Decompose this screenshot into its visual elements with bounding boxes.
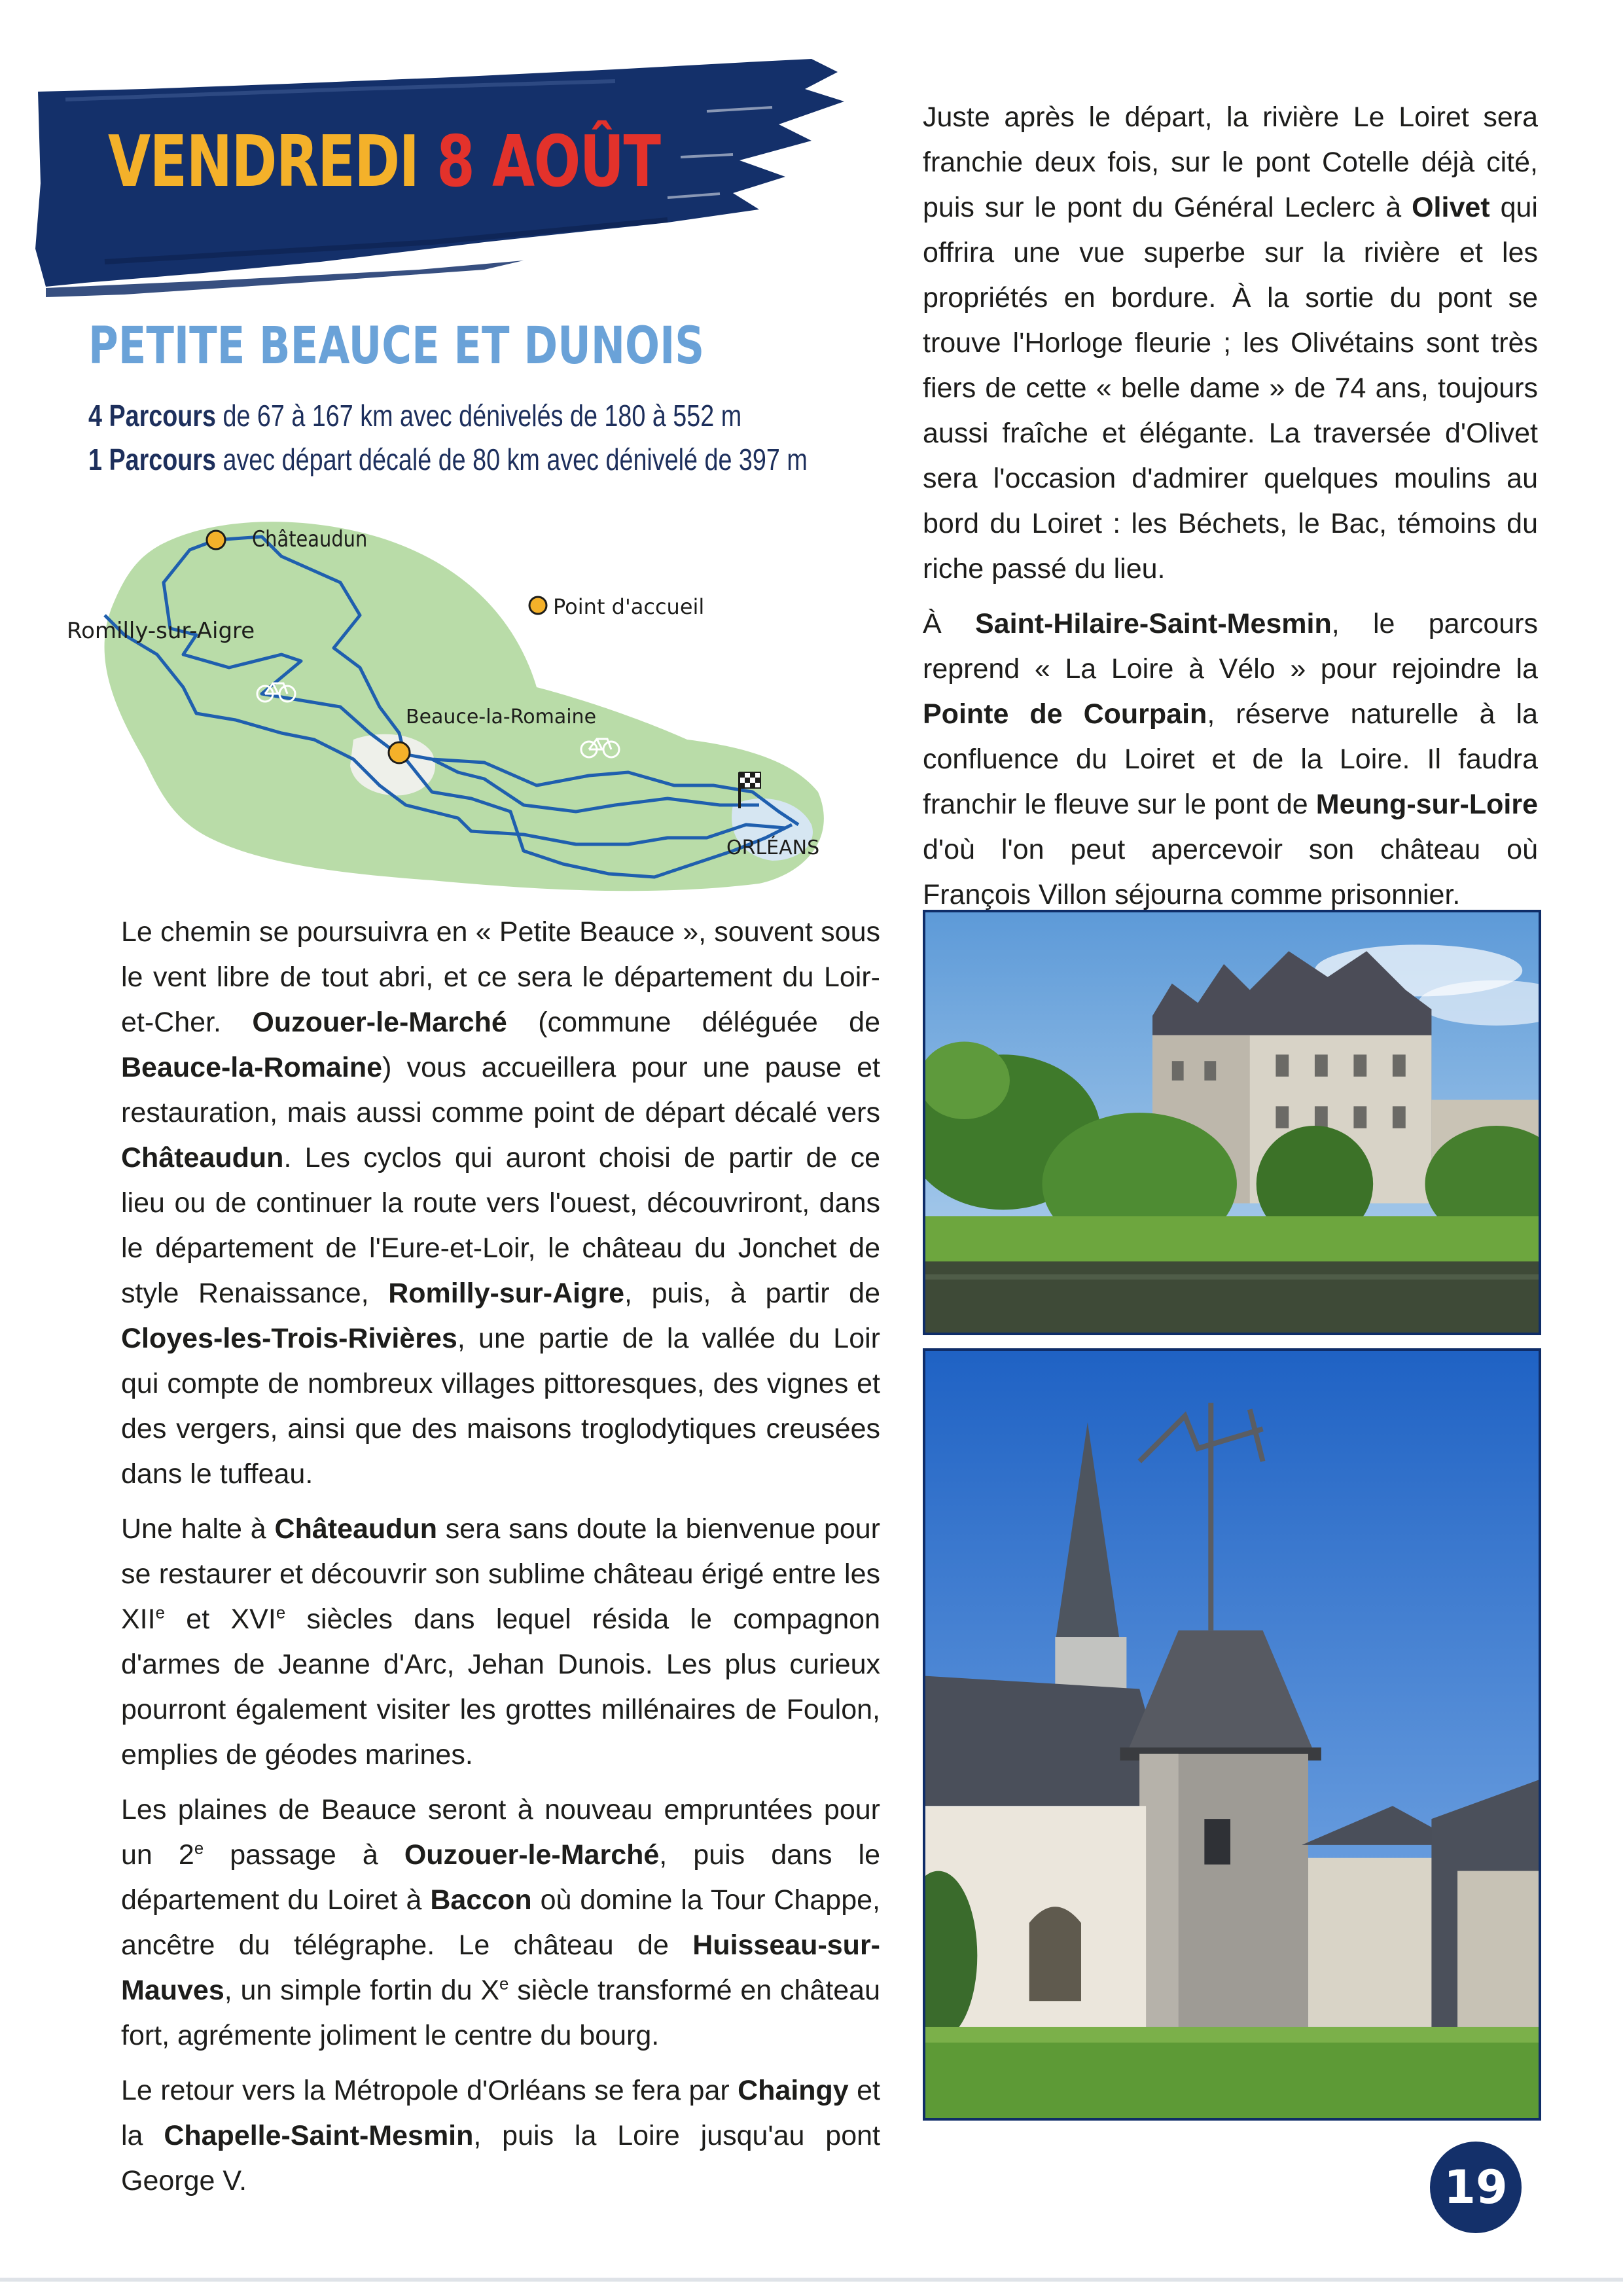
text-run: Le chemin se poursuivra en « Petite Beauce », souvent sous le vent libre de tout abri, et ce sera le département du Loir-et-Cher. <box>121 916 880 1038</box>
page-number: 19 <box>1430 2142 1522 2233</box>
photo-chateaudun-castle <box>923 910 1541 1335</box>
text-run: passage à <box>204 1839 404 1871</box>
bold-place-name: Olivet <box>1412 192 1490 223</box>
map-label-romilly: Romilly-sur-Aigre <box>67 618 255 644</box>
bold-place-name: Baccon <box>430 1884 532 1916</box>
text-run: ) vous accueillera pour une pause et restauration, mais aussi comme point de départ décalé vers <box>121 1052 880 1128</box>
text-run: , puis dans le département du Loiret à <box>121 1839 880 1916</box>
town-marker-beauce <box>389 742 410 763</box>
right-paragraph-1 <box>923 95 1538 592</box>
bold-place-name: Ouzouer-le-Marché <box>404 1839 660 1871</box>
map-label-chateaudun: Châteaudun <box>252 526 368 552</box>
bold-place-name: Huisseau-sur-Mauves <box>121 1929 880 2006</box>
text-run: , puis la Loire jusqu'au pont George V. <box>121 2120 880 2197</box>
map-label-beauce: Beauce-la-Romaine <box>406 706 597 728</box>
ordinal-superscript: e <box>194 1839 204 1858</box>
text-run: Le retour vers la Métropole d'Orléans se fera par <box>121 2075 738 2106</box>
text-run: sera sans doute la bienvenue pour se restaurer et découvrir son sublime château érigé entre les XII <box>121 1513 881 1635</box>
left-paragraph-4 <box>121 2068 880 2204</box>
bold-place-name: Ouzouer-le-Marché <box>252 1007 507 1038</box>
header-date <box>108 121 660 203</box>
text-run: Juste après le départ, la rivière Le Loiret sera franchie deux fois, sur le pont Cotelle déjà cité, puis sur le pont du Général Leclerc à <box>923 101 1538 223</box>
photo-chappe-tower <box>923 1348 1541 2121</box>
left-paragraph-3 <box>121 1787 880 2058</box>
left-paragraph-1 <box>121 910 880 1497</box>
bold-place-name: Chaingy <box>738 2075 849 2106</box>
text-run: , une partie de la vallée du Loir qui compte de nombreux villages pittoresques, des vignes et des vergers, ainsi que des maisons troglodytiques creusées dans le tuffeau. <box>121 1323 880 1490</box>
right-column <box>923 95 1538 927</box>
bold-place-name: Chapelle-Saint-Mesmin <box>164 2120 474 2151</box>
right-paragraph-2 <box>923 601 1538 918</box>
text-run: où domine la Tour Chappe, ancêtre du télégraphe. Le château de <box>121 1884 880 1961</box>
text-run: et la <box>121 2075 881 2151</box>
bottom-rule <box>0 2278 1623 2282</box>
bold-place-name: Romilly-sur-Aigre <box>388 1278 624 1309</box>
offset-route-summary <box>88 442 808 477</box>
offset-route-bold: 1 Parcours <box>88 442 216 476</box>
text-run: siècle transformé en château fort, agrémente joliment le centre du bourg. <box>121 1975 880 2051</box>
header-day: VENDREDI <box>108 121 419 203</box>
routes-count-bold: 4 Parcours <box>88 399 216 433</box>
bold-place-name: Pointe de Courpain <box>923 698 1207 730</box>
bold-place-name: Beauce-la-Romaine <box>121 1052 383 1083</box>
map-label-orleans: ORLÉANS <box>726 836 820 859</box>
text-run: À <box>923 608 975 639</box>
bold-place-name: Châteaudun <box>121 1142 284 1174</box>
text-run: Les plaines de Beauce seront à nouveau empruntées pour un 2 <box>121 1794 880 1871</box>
text-run: siècles dans lequel résida le compagnon d'armes de Jeanne d'Arc, Jehan Dunois. Les plus curieux pourront également visiter les grottes millénaires de Foulon, emplies de géodes marines. <box>121 1604 880 1770</box>
text-run: , le parcours reprend « La Loire à Vélo » pour rejoindre la <box>923 608 1538 685</box>
ordinal-superscript: e <box>155 1604 165 1623</box>
text-run: . Les cyclos qui auront choisi de partir de ce lieu ou de continuer la route vers l'ouest, découvriront, dans le département de l'Eure-et-Loir, le château du Jonchet de style Renaissance, <box>121 1142 880 1309</box>
map-legend-label: Point d'accueil <box>553 594 705 619</box>
bold-place-name: Cloyes-les-Trois-Rivières <box>121 1323 457 1354</box>
text-run: qui offrira une vue superbe sur la rivière et les propriétés en bordure. À la sortie du pont se trouve l'Horloge fleurie ; les Olivétains sont très fiers de cette « belle dame » de 74 ans, toujours aussi fraîche et élégante. La traversée d'Olivet sera l'occasion d'admirer quelques moulins au bord du Loiret : les Béchets, le Bac, témoins du riche passé du lieu. <box>923 192 1538 584</box>
bold-place-name: Saint-Hilaire-Saint-Mesmin <box>974 608 1332 639</box>
text-run: , un simple fortin du X <box>224 1975 500 2006</box>
routes-summary <box>88 398 741 433</box>
text-run: et XVI <box>164 1604 276 1635</box>
ordinal-superscript: e <box>276 1604 286 1623</box>
left-column <box>121 910 880 2214</box>
route-map <box>65 497 838 903</box>
offset-route-text: avec départ décalé de 80 km avec dénivelé de 397 m <box>215 442 808 476</box>
header-date-value: 8 AOÛT <box>437 121 660 203</box>
routes-count-text: de 67 à 167 km avec dénivelés de 180 à 552 m <box>215 399 742 433</box>
legend-marker <box>529 597 546 614</box>
text-run: d'où l'on peut apercevoir son château où François Villon séjourna comme prisonnier. <box>923 834 1538 910</box>
bold-place-name: Meung-sur-Loire <box>1315 789 1538 820</box>
text-run: , puis, à partir de <box>624 1278 880 1309</box>
town-marker-chateaudun <box>207 531 225 549</box>
text-run: , réserve naturelle à la confluence du Loiret et de la Loire. Il faudra franchir le fleuve sur le pont de <box>923 698 1538 820</box>
text-run: (commune déléguée de <box>507 1007 880 1038</box>
ordinal-superscript: e <box>499 1975 509 1994</box>
bold-place-name: Châteaudun <box>274 1513 437 1545</box>
left-paragraph-2 <box>121 1507 880 1778</box>
text-run: Une halte à <box>121 1513 275 1545</box>
section-title: PETITE BEAUCE ET DUNOIS <box>88 317 705 376</box>
